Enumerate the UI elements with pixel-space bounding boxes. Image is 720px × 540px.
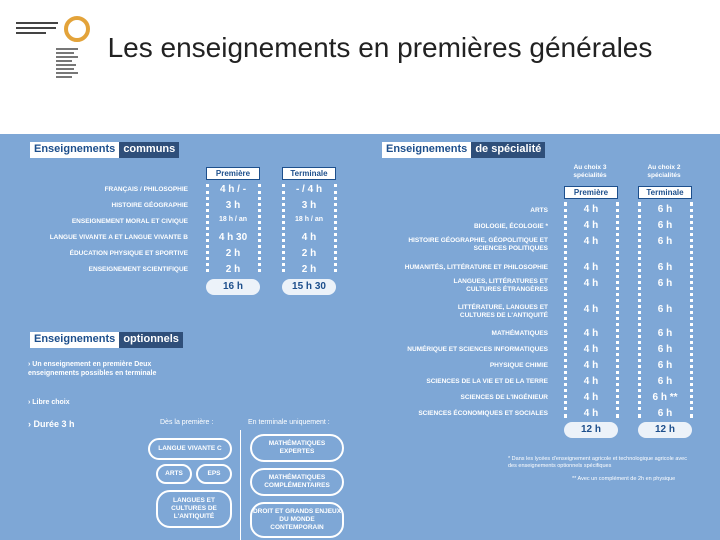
dotted-line: [616, 202, 619, 418]
common-premiere-value: 4 h / -: [219, 184, 247, 195]
oval-lca: LANGUES ET CULTURES DE L'ANTIQUITÉ: [156, 490, 232, 528]
specialite-total-terminale: 12 h: [654, 424, 675, 435]
specialite-header-dark: de spécialité: [471, 142, 545, 158]
from-premiere-label: Dès la première :: [160, 419, 214, 426]
dotted-line: [282, 184, 285, 272]
optional-bullet: › Durée 3 h: [28, 419, 75, 429]
optional-bullet-text: Durée 3 h: [33, 419, 75, 429]
logo-e-circle: [64, 16, 90, 42]
choice-terminale: Au choix 2 spécialités: [647, 164, 681, 179]
page-title: Les enseignements en premières générales: [107, 32, 653, 63]
specialite-premiere-value: 4 h: [583, 278, 599, 289]
common-premiere-value: 2 h: [225, 264, 241, 275]
specialite-terminale-value: 6 h: [657, 304, 673, 315]
common-premiere-value: 18 h / an: [218, 216, 247, 223]
specialite-premiere-value: 4 h: [583, 376, 599, 387]
specialite-total-premiere: 12 h: [580, 424, 601, 435]
specialite-header: [382, 142, 545, 158]
specialite-premiere-value: 4 h: [583, 344, 599, 355]
oval-arts: ARTS: [156, 464, 192, 484]
specialite-premiere-value: 4 h: [583, 204, 599, 215]
specialite-premiere-value: 4 h: [583, 220, 599, 231]
specialite-terminale-value: 6 h: [657, 204, 673, 215]
specialite-header-white: Enseignements: [382, 142, 471, 158]
common-header-white: Enseignements: [30, 142, 119, 158]
specialite-row-label: SCIENCES DE LA VIE ET DE LA TERRE: [426, 378, 548, 385]
oval-eps: EPS: [196, 464, 232, 484]
common-row-label: ÉDUCATION PHYSIQUE ET SPORTIVE: [69, 250, 188, 257]
dotted-line: [206, 184, 209, 272]
common-col-terminale: Terminale: [282, 167, 336, 180]
common-total-terminale: 15 h 30: [292, 281, 326, 292]
footnote-2: ** Avec un complément de 2h en physique: [572, 476, 676, 482]
common-terminale-value: 18 h / an: [294, 216, 323, 223]
specialite-row-label: BIOLOGIE, ÉCOLOGIE *: [473, 223, 548, 230]
common-terminale-value: - / 4 h: [295, 184, 323, 195]
terminale-only-label: En terminale uniquement :: [248, 419, 330, 426]
specialite-terminale-value: 6 h **: [652, 392, 678, 403]
specialite-terminale-value: 6 h: [657, 344, 673, 355]
infographic-panel: [0, 134, 720, 540]
specialite-row-label: ARTS: [530, 207, 548, 214]
specialite-terminale-value: 6 h: [657, 360, 673, 371]
logo-decor-lines: [56, 46, 86, 80]
choice-premiere: Au choix 3 spécialités: [573, 164, 607, 179]
optional-header-white: Enseignements: [30, 332, 119, 348]
specialite-terminale-value: 6 h: [657, 236, 673, 247]
common-terminale-value: 3 h: [301, 200, 317, 211]
specialite-premiere-value: 4 h: [583, 304, 599, 315]
common-row-label: ENSEIGNEMENT MORAL ET CIVIQUE: [71, 218, 188, 225]
common-row-label: ENSEIGNEMENT SCIENTIFIQUE: [88, 266, 188, 273]
specialite-row-label: LITTÉRATURE, LANGUES ET CULTURES DE L'ANTIQUITÉ: [457, 304, 548, 319]
specialite-row-label: PHYSIQUE CHIMIE: [489, 362, 548, 369]
common-terminale-value: 2 h: [301, 248, 317, 259]
dotted-line: [334, 184, 337, 272]
dotted-line: [690, 202, 693, 418]
oval-maths-expertes: MATHÉMATIQUES EXPERTES: [250, 434, 344, 462]
optional-bullet: › Libre choix: [28, 399, 70, 406]
oval-lv-c: LANGUE VIVANTE C: [148, 438, 232, 460]
oval-maths-comp: MATHÉMATIQUES COMPLÉMENTAIRES: [250, 468, 344, 496]
common-premiere-value: 2 h: [225, 248, 241, 259]
optional-bullet: › Un enseignement en première Deux enseignements possibles en terminale: [28, 361, 157, 377]
logo: [14, 16, 94, 80]
specialite-terminale-value: 6 h: [657, 278, 673, 289]
dotted-line: [258, 184, 261, 272]
logo-text-lines: [16, 22, 58, 37]
specialite-premiere-value: 4 h: [583, 392, 599, 403]
common-premiere-value: 3 h: [225, 200, 241, 211]
common-row-label: LANGUE VIVANTE A ET LANGUE VIVANTE B: [49, 234, 188, 241]
common-header-dark: communs: [119, 142, 179, 158]
optional-header-dark: optionnels: [119, 332, 183, 348]
common-row-label: HISTOIRE GÉOGRAPHIE: [111, 202, 188, 209]
specialite-terminale-value: 6 h: [657, 408, 673, 419]
dotted-line: [638, 202, 641, 418]
optional-bullet-text: Libre choix: [32, 399, 70, 406]
specialite-row-label: HUMANITÉS, LITTÉRATURE ET PHILOSOPHIE: [404, 264, 548, 271]
optional-header: [30, 332, 183, 348]
specialite-terminale-value: 6 h: [657, 376, 673, 387]
common-terminale-value: 4 h: [301, 232, 317, 243]
specialite-premiere-value: 4 h: [583, 360, 599, 371]
specialite-terminale-value: 6 h: [657, 262, 673, 273]
common-terminale-value: 2 h: [301, 264, 317, 275]
specialite-row-label: HISTOIRE GÉOGRAPHIE, GÉOPOLITIQUE ET SCIENCES POLITIQUES: [408, 237, 548, 252]
divider: [240, 430, 241, 540]
specialite-terminale-value: 6 h: [657, 328, 673, 339]
common-header: [30, 142, 179, 158]
specialite-col-terminale: Terminale: [638, 186, 692, 199]
dotted-line: [564, 202, 567, 418]
specialite-premiere-value: 4 h: [583, 328, 599, 339]
oval-droit: DROIT ET GRANDS ENJEUX DU MONDE CONTEMPORAIN: [250, 502, 344, 538]
specialite-row-label: LANGUES, LITTÉRATURES ET CULTURES ÉTRANGÈRES: [453, 278, 548, 293]
specialite-premiere-value: 4 h: [583, 408, 599, 419]
common-col-premiere: Première: [206, 167, 260, 180]
specialite-row-label: SCIENCES ÉCONOMIQUES ET SOCIALES: [418, 410, 548, 417]
common-premiere-value: 4 h 30: [218, 232, 248, 243]
specialite-col-premiere: Première: [564, 186, 618, 199]
optional-bullet-text: Un enseignement en première Deux enseignements possibles en terminale: [28, 361, 157, 377]
common-total-premiere: 16 h: [222, 281, 243, 292]
specialite-row-label: SCIENCES DE L'INGÉNIEUR: [460, 394, 548, 401]
specialite-premiere-value: 4 h: [583, 236, 599, 247]
specialite-row-label: MATHÉMATIQUES: [491, 330, 548, 337]
specialite-terminale-value: 6 h: [657, 220, 673, 231]
specialite-row-label: NUMÉRIQUE ET SCIENCES INFORMATIQUES: [407, 346, 548, 353]
footnote-1: * Dans les lycées d'enseignement agricole et technologique agricole avec des enseignements optionnels spécifiques: [508, 456, 687, 469]
specialite-premiere-value: 4 h: [583, 262, 599, 273]
common-row-label: FRANÇAIS / PHILOSOPHIE: [104, 186, 188, 193]
